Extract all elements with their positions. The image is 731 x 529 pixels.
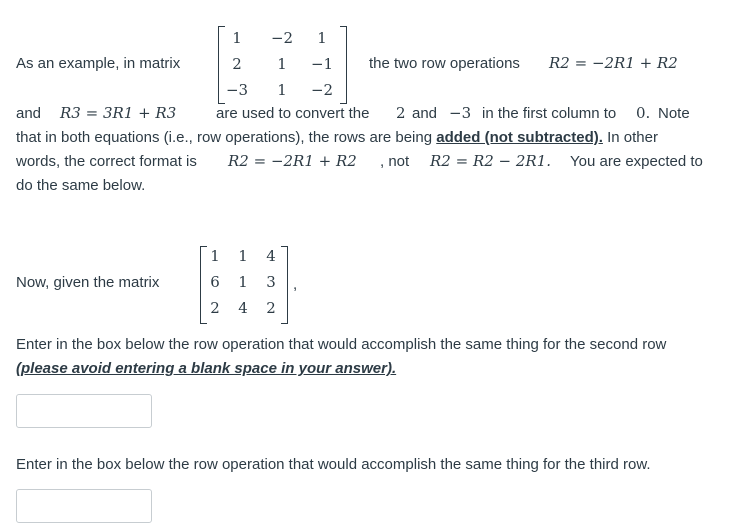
matrix-cell: −3 [225,81,249,99]
matrix-cell: 1 [238,273,248,291]
value-2: 2 [396,104,406,122]
q1-note: (please avoid entering a blank space in your answer). [16,360,397,377]
matrix-cell: −2 [270,29,294,47]
second-row-answer-input[interactable] [16,394,152,428]
matrix-cell: 2 [232,55,242,73]
matrix-cell: 1 [317,29,327,47]
matrix-cell: −1 [310,55,334,73]
intro-after-matrix: the two row operations [369,55,520,72]
intro-and: and [16,105,42,122]
line5: do the same below. [16,177,146,194]
matrix-cell: 1 [232,29,242,47]
matrix-cell: 6 [210,273,220,291]
matrix-cell: 2 [210,299,220,317]
line4-pre: words, the correct format is [16,153,197,170]
intro-first-col: in the first column to [482,105,617,122]
q2-text: Enter in the box below the row operation that would accomplish the same thing for the third row. [16,456,651,473]
matrix-cell: 1 [210,247,220,265]
value-zero: 0. [636,104,651,122]
intro-note: Note [658,105,690,122]
line4-post: You are expected to [570,153,703,170]
line3-pre: that in both equations (i.e., row operations), the rows are being [16,129,433,146]
intro-and-2: and [412,105,438,122]
matrix-cell: 1 [277,55,287,73]
row-op-1: R2 = −2R1 + R2 [549,54,678,72]
third-row-answer-input[interactable] [16,489,152,523]
intro-line3 [16,129,658,146]
value-neg-3: −3 [449,104,472,122]
right-bracket [340,26,347,104]
matrix-cell: 1 [238,247,248,265]
line4-not: , not [380,153,410,170]
q1-text: Enter in the box below the row operation that would accomplish the same thing for the second row [16,336,667,353]
intro-used-text: are used to convert the [216,105,370,122]
matrix-cell: −2 [310,81,334,99]
row-op-2: R3 = 3R1 + R3 [60,104,177,122]
matrix-cell: 4 [238,299,248,317]
line4-eq1: R2 = −2R1 + R2 [228,152,357,170]
matrix-cell: 1 [277,81,287,99]
line4-eq2: R2 = R2 − 2R1. [430,152,552,170]
line3-post: In other [607,129,658,146]
matrix-cell: 3 [266,273,276,291]
matrix-cell: 2 [266,299,276,317]
given-lead: Now, given the matrix [16,274,160,291]
intro-lead: As an example, in matrix [16,55,181,72]
given-comma: , [293,276,298,293]
matrix-cell: 4 [266,247,276,265]
line3-emphasis: added (not subtracted). [436,129,603,146]
